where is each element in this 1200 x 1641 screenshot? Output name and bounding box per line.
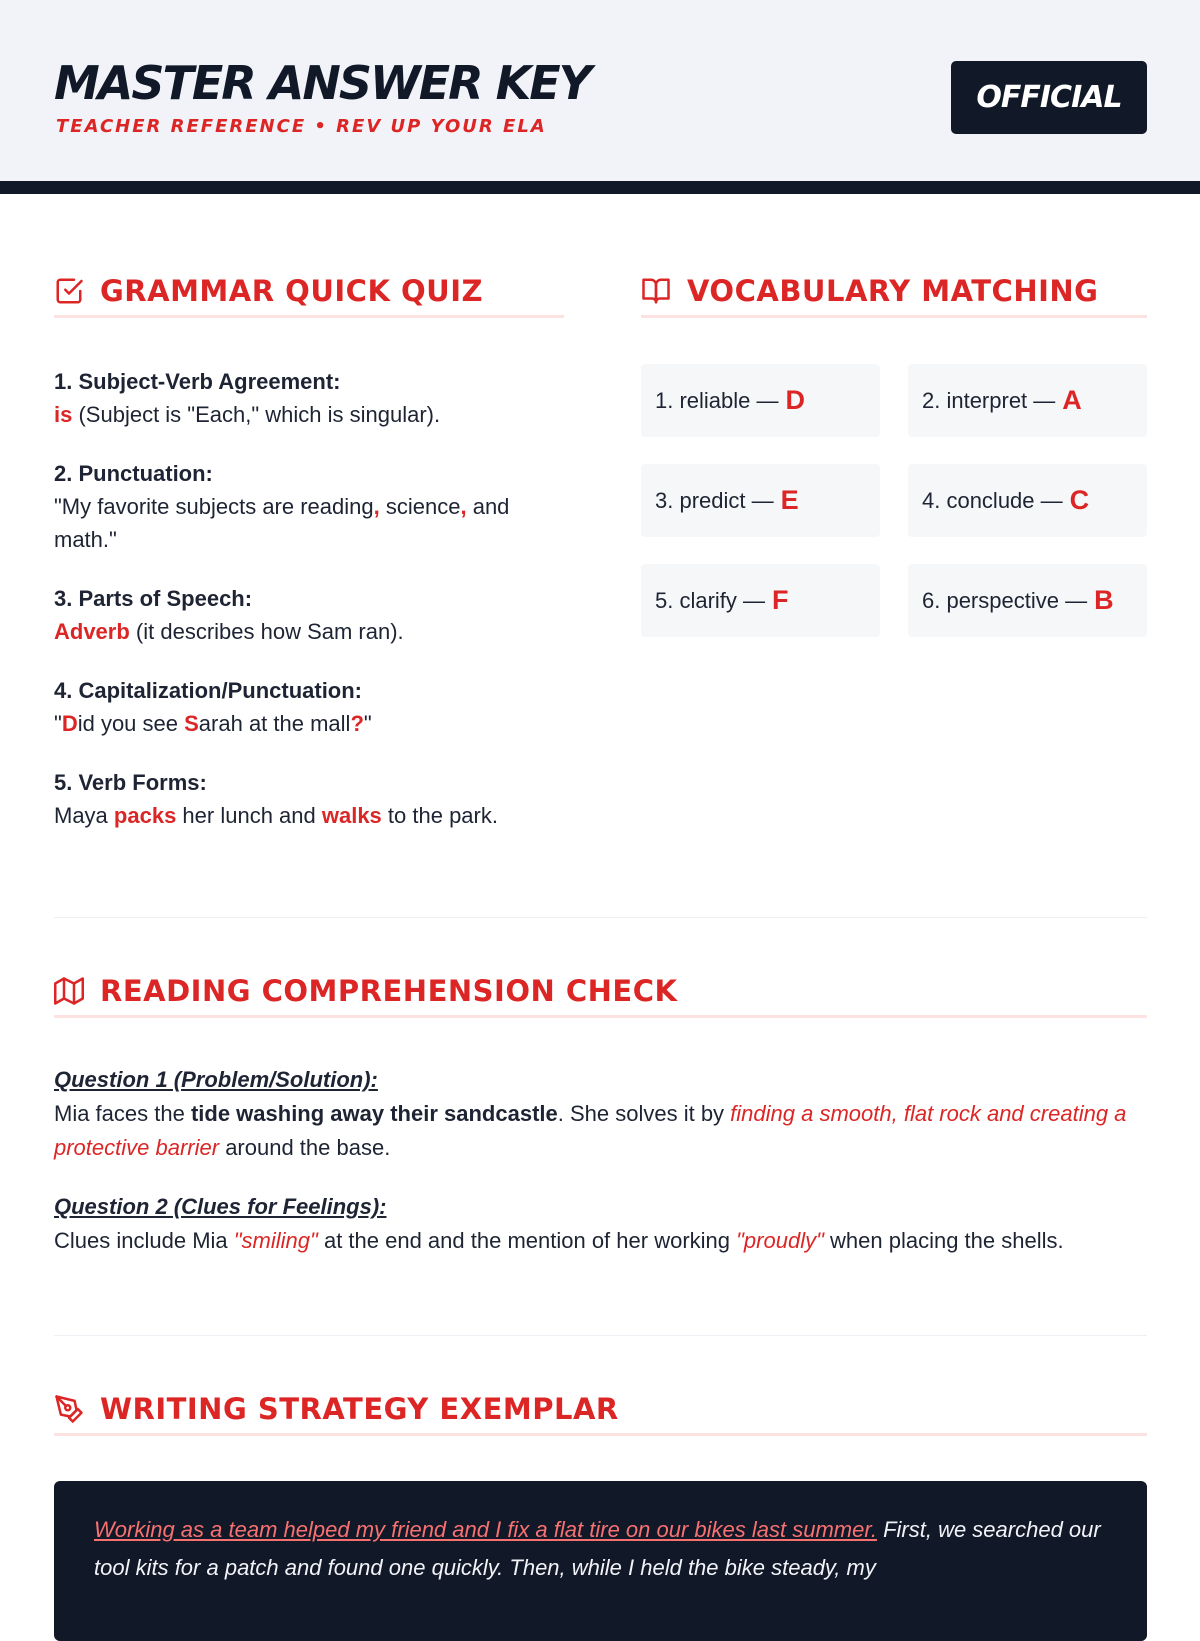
answer-text: (it describes how Sam ran).: [129, 619, 404, 644]
answer-highlight: ,: [460, 494, 467, 519]
answer-text: when placing the shells.: [823, 1228, 1064, 1253]
answer-text: science: [379, 494, 461, 519]
answer-text: Mia faces the: [54, 1101, 191, 1126]
grammar-answers: [54, 365, 564, 858]
page-subtitle: TEACHER REFERENCE • REV UP YOUR ELA: [56, 116, 547, 137]
answer-text: Clues include Mia: [54, 1228, 234, 1253]
vocab-answer: A: [1062, 385, 1082, 415]
answer-highlight: ,: [373, 494, 380, 519]
vocab-answer: C: [1069, 485, 1090, 515]
grammar-question-5: [54, 766, 564, 832]
open-book-icon: [641, 276, 671, 306]
vocab-word: 5. clarify —: [655, 587, 766, 613]
page-title: MASTER ANSWER KEY: [54, 56, 590, 110]
vocab-card: [641, 564, 880, 637]
answer-highlight: ?: [350, 711, 364, 736]
exemplar-body: First, we searched our tool kits for a patch and found one quickly. Then, while I held the bike steady, my: [94, 1517, 1101, 1580]
reading-question-2: [54, 1190, 1147, 1258]
question-label: 4. Capitalization/Punctuation:: [54, 678, 363, 703]
writing-exemplar-box: [54, 1481, 1147, 1641]
vocab-word: 2. interpret —: [922, 387, 1056, 413]
section-divider: [54, 1335, 1147, 1336]
vocab-section-header: [641, 266, 1147, 318]
vocab-word: 4. conclude —: [922, 487, 1063, 513]
grammar-question-2: [54, 457, 564, 556]
question-label: 1. Subject-Verb Agreement:: [54, 369, 341, 394]
grammar-heading: GRAMMAR QUICK QUIZ: [100, 273, 484, 308]
grammar-question-3: [54, 582, 564, 648]
official-badge: OFFICIAL: [951, 61, 1147, 134]
reading-question-1: [54, 1063, 1147, 1165]
answer-text: Maya: [54, 803, 114, 828]
answer-highlight: packs: [113, 803, 177, 828]
question-label: 2. Punctuation:: [54, 461, 213, 486]
pen-nib-icon: [54, 1394, 84, 1424]
vocab-answer: F: [772, 585, 789, 615]
answer-text: . She solves it by: [557, 1101, 731, 1126]
vocab-card: [641, 364, 880, 437]
grammar-question-1: [54, 365, 564, 431]
question-label: Question 1 (Problem/Solution):: [54, 1067, 378, 1092]
answer-highlight: S: [184, 711, 199, 736]
writing-section-header: [54, 1384, 1147, 1436]
section-divider: [54, 917, 1147, 918]
page-header: [0, 0, 1200, 194]
answer-text: arah at the mall: [198, 711, 351, 736]
answer-highlight: "smiling": [233, 1228, 318, 1253]
topic-sentence: Working as a team helped my friend and I fix a flat tire on our bikes last summer.: [94, 1517, 877, 1542]
answer-text: around the base.: [219, 1135, 391, 1160]
answer-text: and math.": [54, 494, 510, 552]
checkbox-icon: [54, 276, 84, 306]
answer-highlight: is: [54, 402, 73, 427]
vocab-card: [908, 364, 1147, 437]
answer-text: her lunch and: [176, 803, 322, 828]
reading-heading: READING COMPREHENSION CHECK: [100, 973, 678, 1008]
answer-text: to the park.: [381, 803, 498, 828]
vocab-answer: E: [780, 485, 799, 515]
answer-text: id you see: [77, 711, 185, 736]
question-label: Question 2 (Clues for Feelings):: [54, 1194, 387, 1219]
vocab-word: 3. predict —: [655, 487, 774, 513]
answer-text: ": [54, 711, 62, 736]
answer-text: ": [363, 711, 372, 736]
map-icon: [54, 976, 84, 1006]
answer-highlight: finding a smooth, flat rock and creating a protective barrier: [54, 1101, 1127, 1160]
question-label: 3. Parts of Speech:: [54, 586, 253, 611]
answer-text: at the end and the mention of her working: [317, 1228, 737, 1253]
reading-section-header: [54, 966, 1147, 1018]
answer-text: "My favorite subjects are reading: [54, 494, 374, 519]
vocab-heading: VOCABULARY MATCHING: [687, 273, 1099, 308]
vocab-answer: B: [1094, 585, 1114, 615]
vocab-card: [908, 464, 1147, 537]
answer-highlight: Adverb: [54, 619, 130, 644]
vocab-word: 1. reliable —: [655, 387, 779, 413]
question-label: 5. Verb Forms:: [54, 770, 207, 795]
answer-bold: tide washing away their sandcastle: [190, 1101, 558, 1126]
vocab-card: [641, 464, 880, 537]
grammar-question-4: [54, 674, 564, 740]
vocab-word: 6. perspective —: [922, 587, 1088, 613]
vocab-answer: D: [785, 385, 806, 415]
reading-answers: [54, 1063, 1147, 1283]
vocab-card: [908, 564, 1147, 637]
answer-highlight: "proudly": [736, 1228, 824, 1253]
writing-heading: WRITING STRATEGY EXEMPLAR: [100, 1391, 619, 1426]
answer-highlight: D: [61, 711, 78, 736]
grammar-section-header: [54, 266, 564, 318]
answer-text: (Subject is "Each," which is singular).: [72, 402, 441, 427]
answer-highlight: walks: [321, 803, 382, 828]
